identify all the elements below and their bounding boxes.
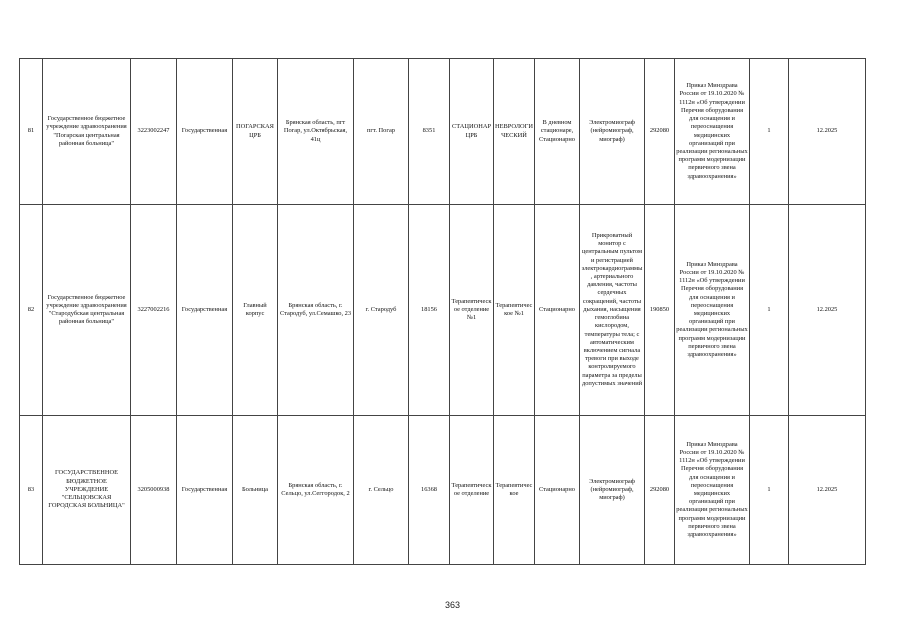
organization-name: ГОСУДАРСТВЕННОЕ БЮДЖЕТНОЕ УЧРЕЖДЕНИЕ "СЕЛЬЦОВСКАЯ ГОРОДСКАЯ БОЛЬНИЦА" — [43, 416, 131, 565]
quantity: 1 — [750, 205, 789, 416]
page-number: 363 — [444, 600, 461, 610]
unit-name: СТАЦИОНАР ЦРБ — [450, 59, 494, 205]
inn-code: 3227002216 — [131, 205, 177, 416]
care-type: В дневном стационаре, Стационарно — [535, 59, 580, 205]
division-name: Больница — [233, 416, 278, 565]
equipment-name: Электромиограф (нейромиограф, миограф) — [580, 416, 645, 565]
delivery-date: 12.2025 — [789, 416, 866, 565]
division-name: ПОГАРСКАЯ ЦРБ — [233, 59, 278, 205]
locality: г. Стародуб — [354, 205, 409, 416]
address: Брянская область, г. Стародуб, ул.Семашко, 23 — [278, 205, 354, 416]
care-type: Стационарно — [535, 416, 580, 565]
legal-basis: Приказ Минздрава России от 19.10.2020 № 1112н «Об утверждении Перечня оборудования для оснащения и переоснащения медицинских организаций при реализации региональных программ модернизации первичного звена здравоохранения» — [675, 416, 750, 565]
population: 16368 — [409, 416, 450, 565]
price: 190850 — [645, 205, 675, 416]
department-name: НЕВРОЛОГИЧЕСКИЙ — [494, 59, 535, 205]
table-row — [20, 416, 866, 565]
equipment-text: Прикроватный монитор с центральным пультом и регистрацией электрокардиограммы, артериального давления, частоты сердечных сокращений, частоты дыхания, насыщения гемоглобина кислородом, температуры тела; с автоматическим включением сигнала тревоги при выходе контролируемого параметра за пределы допустимых значений — [581, 232, 643, 387]
organization-name: Государственное бюджетное учреждение здравоохранения "Стародубская центральная районная больница" — [43, 205, 131, 416]
quantity: 1 — [750, 59, 789, 205]
ownership-form: Государственная — [177, 205, 233, 416]
legal-basis: Приказ Минздрава России от 19.10.2020 № 1112н «Об утверждении Перечня оборудования для оснащения и переоснащения медицинских организаций при реализации региональных программ модернизации первичного звена здравоохранения» — [675, 205, 750, 416]
row-number: 81 — [20, 59, 43, 205]
care-type: Стационарно — [535, 205, 580, 416]
organization-name: Государственное бюджетное учреждение здравоохранения "Погарская центральная районная больница" — [43, 59, 131, 205]
price: 292080 — [645, 416, 675, 565]
table-row — [20, 59, 866, 205]
unit-name: Терапевтическое отделение №1 — [450, 205, 494, 416]
ownership-form: Государственная — [177, 416, 233, 565]
unit-name: Терапевтическое отделение — [450, 416, 494, 565]
price: 292080 — [645, 59, 675, 205]
delivery-date: 12.2025 — [789, 59, 866, 205]
equipment-name — [580, 205, 645, 416]
population: 8351 — [409, 59, 450, 205]
table-row — [20, 205, 866, 416]
inn-code: 3205000938 — [131, 416, 177, 565]
equipment-table — [19, 58, 866, 565]
locality: пгт. Погар — [354, 59, 409, 205]
inn-code: 3223002247 — [131, 59, 177, 205]
row-number: 82 — [20, 205, 43, 416]
address: Брянская область, г. Сельцо, ул.Сеггородок, 2 — [278, 416, 354, 565]
department-name: Терапевтическое №1 — [494, 205, 535, 416]
equipment-name: Электромиограф (нейромиограф, миограф) — [580, 59, 645, 205]
legal-basis: Приказ Минздрава России от 19.10.2020 № 1112н «Об утверждении Перечня оборудования для оснащения и переоснащения медицинских организаций при реализации региональных программ модернизации первичного звена здравоохранения» — [675, 59, 750, 205]
locality: г. Сельцо — [354, 416, 409, 565]
row-number: 83 — [20, 416, 43, 565]
division-name: Главный корпус — [233, 205, 278, 416]
ownership-form: Государственная — [177, 59, 233, 205]
population: 18156 — [409, 205, 450, 416]
department-name: Терапевтическое — [494, 416, 535, 565]
delivery-date: 12.2025 — [789, 205, 866, 416]
quantity: 1 — [750, 416, 789, 565]
address: Брянская область, пгт Погар, ул.Октябрьская, 41ц — [278, 59, 354, 205]
